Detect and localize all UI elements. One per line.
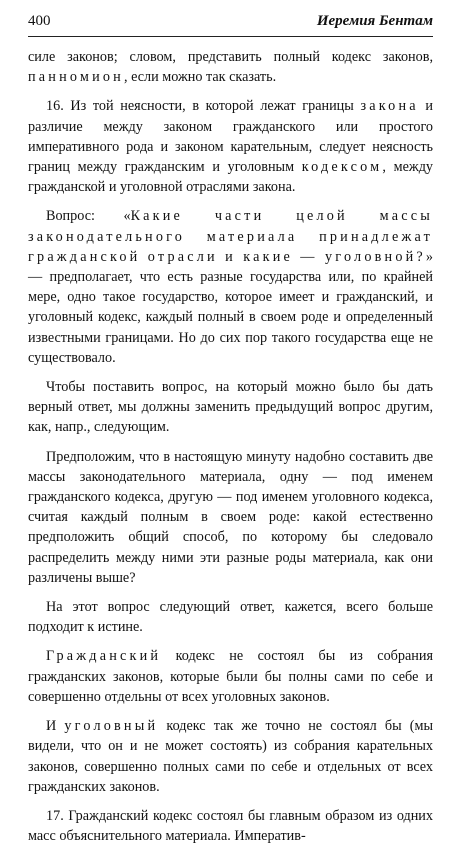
paragraph bbox=[28, 206, 433, 368]
paragraph bbox=[28, 377, 433, 438]
text-run: » — предполагает, что есть разные государства или, по крайней мере, одно такое государство, которое имеет и гражданский, и уголовный кодекс, каждый полный в своем роде и определенный известными границами. Но до сих пор такого государства еще не существовало. bbox=[28, 248, 433, 366]
page-number: 400 bbox=[28, 13, 51, 29]
text-run: И bbox=[46, 718, 65, 735]
spaced-term: Гражданский bbox=[46, 648, 162, 665]
paragraph bbox=[28, 646, 433, 707]
text-run: кодекс не состоял бы из собрания гражданских законов, которые были бы полны сами по себе и совершенно отдельны от всех уголовных законов. bbox=[28, 648, 433, 705]
spaced-term: уголовный bbox=[64, 718, 159, 735]
text-run: и различие между законом гражданского или простого императивного рода и законом карательным, следует неясность границ между гражданским и уголовным bbox=[28, 98, 434, 176]
spaced-term: панномион bbox=[28, 69, 124, 86]
spaced-quote: Какие части целой массы законодательного материала принадлежат гражданской отрасли и какие — уголовной? bbox=[28, 208, 433, 265]
paragraph bbox=[28, 47, 433, 87]
paragraph bbox=[28, 96, 433, 197]
running-header bbox=[28, 12, 433, 32]
text-run: Чтобы поставить вопрос, на который можно было бы дать верный ответ, мы должны заменить предыдущий вопрос другим, как, напр., следующим. bbox=[28, 379, 433, 436]
text-run: Вопрос: « bbox=[46, 208, 131, 225]
text-run: , между гражданской и уголовной отраслями закона. bbox=[28, 159, 434, 196]
spaced-term: закона bbox=[360, 98, 419, 115]
paragraph bbox=[28, 716, 433, 797]
text-run: кодекс так же точно не состоял бы (мы видели, что он и не может состоять) из собрания карательных законов, совершенно полных сами по себе и отдельных от всех гражданских законов. bbox=[28, 718, 433, 795]
text-run: , если можно так сказать. bbox=[123, 69, 277, 86]
text-run: силе законов; словом, представить полный кодекс законов, bbox=[28, 49, 433, 65]
book-page bbox=[28, 12, 433, 855]
text-run: На этот вопрос следующий ответ, кажется, всего больше подходит к истине. bbox=[28, 599, 433, 636]
paragraph bbox=[28, 447, 433, 588]
header-rule bbox=[28, 36, 433, 37]
spaced-term: кодексом bbox=[301, 159, 383, 176]
text-run: 16. Из той неясности, в которой лежат границы bbox=[46, 98, 361, 115]
text-run: 17. Гражданский кодекс состоял бы главным образом из одних масс объяснительного материала. Императив- bbox=[28, 807, 433, 845]
paragraph bbox=[28, 597, 433, 637]
paragraph bbox=[28, 806, 433, 846]
text-run: Предположим, что в настоящую минуту надобно составить две массы законодательного материала, одну — под именем гражданского кодекса, другую — под именем уголовного кодекса, считая каждый полным в своем роде: какой естественно предположить общий способ, по которому бы следовало распределить между ними эти разные роды материала, как они различены выше? bbox=[28, 448, 433, 586]
page-body bbox=[28, 47, 433, 846]
running-title: Иеремия Бентам bbox=[316, 13, 433, 29]
